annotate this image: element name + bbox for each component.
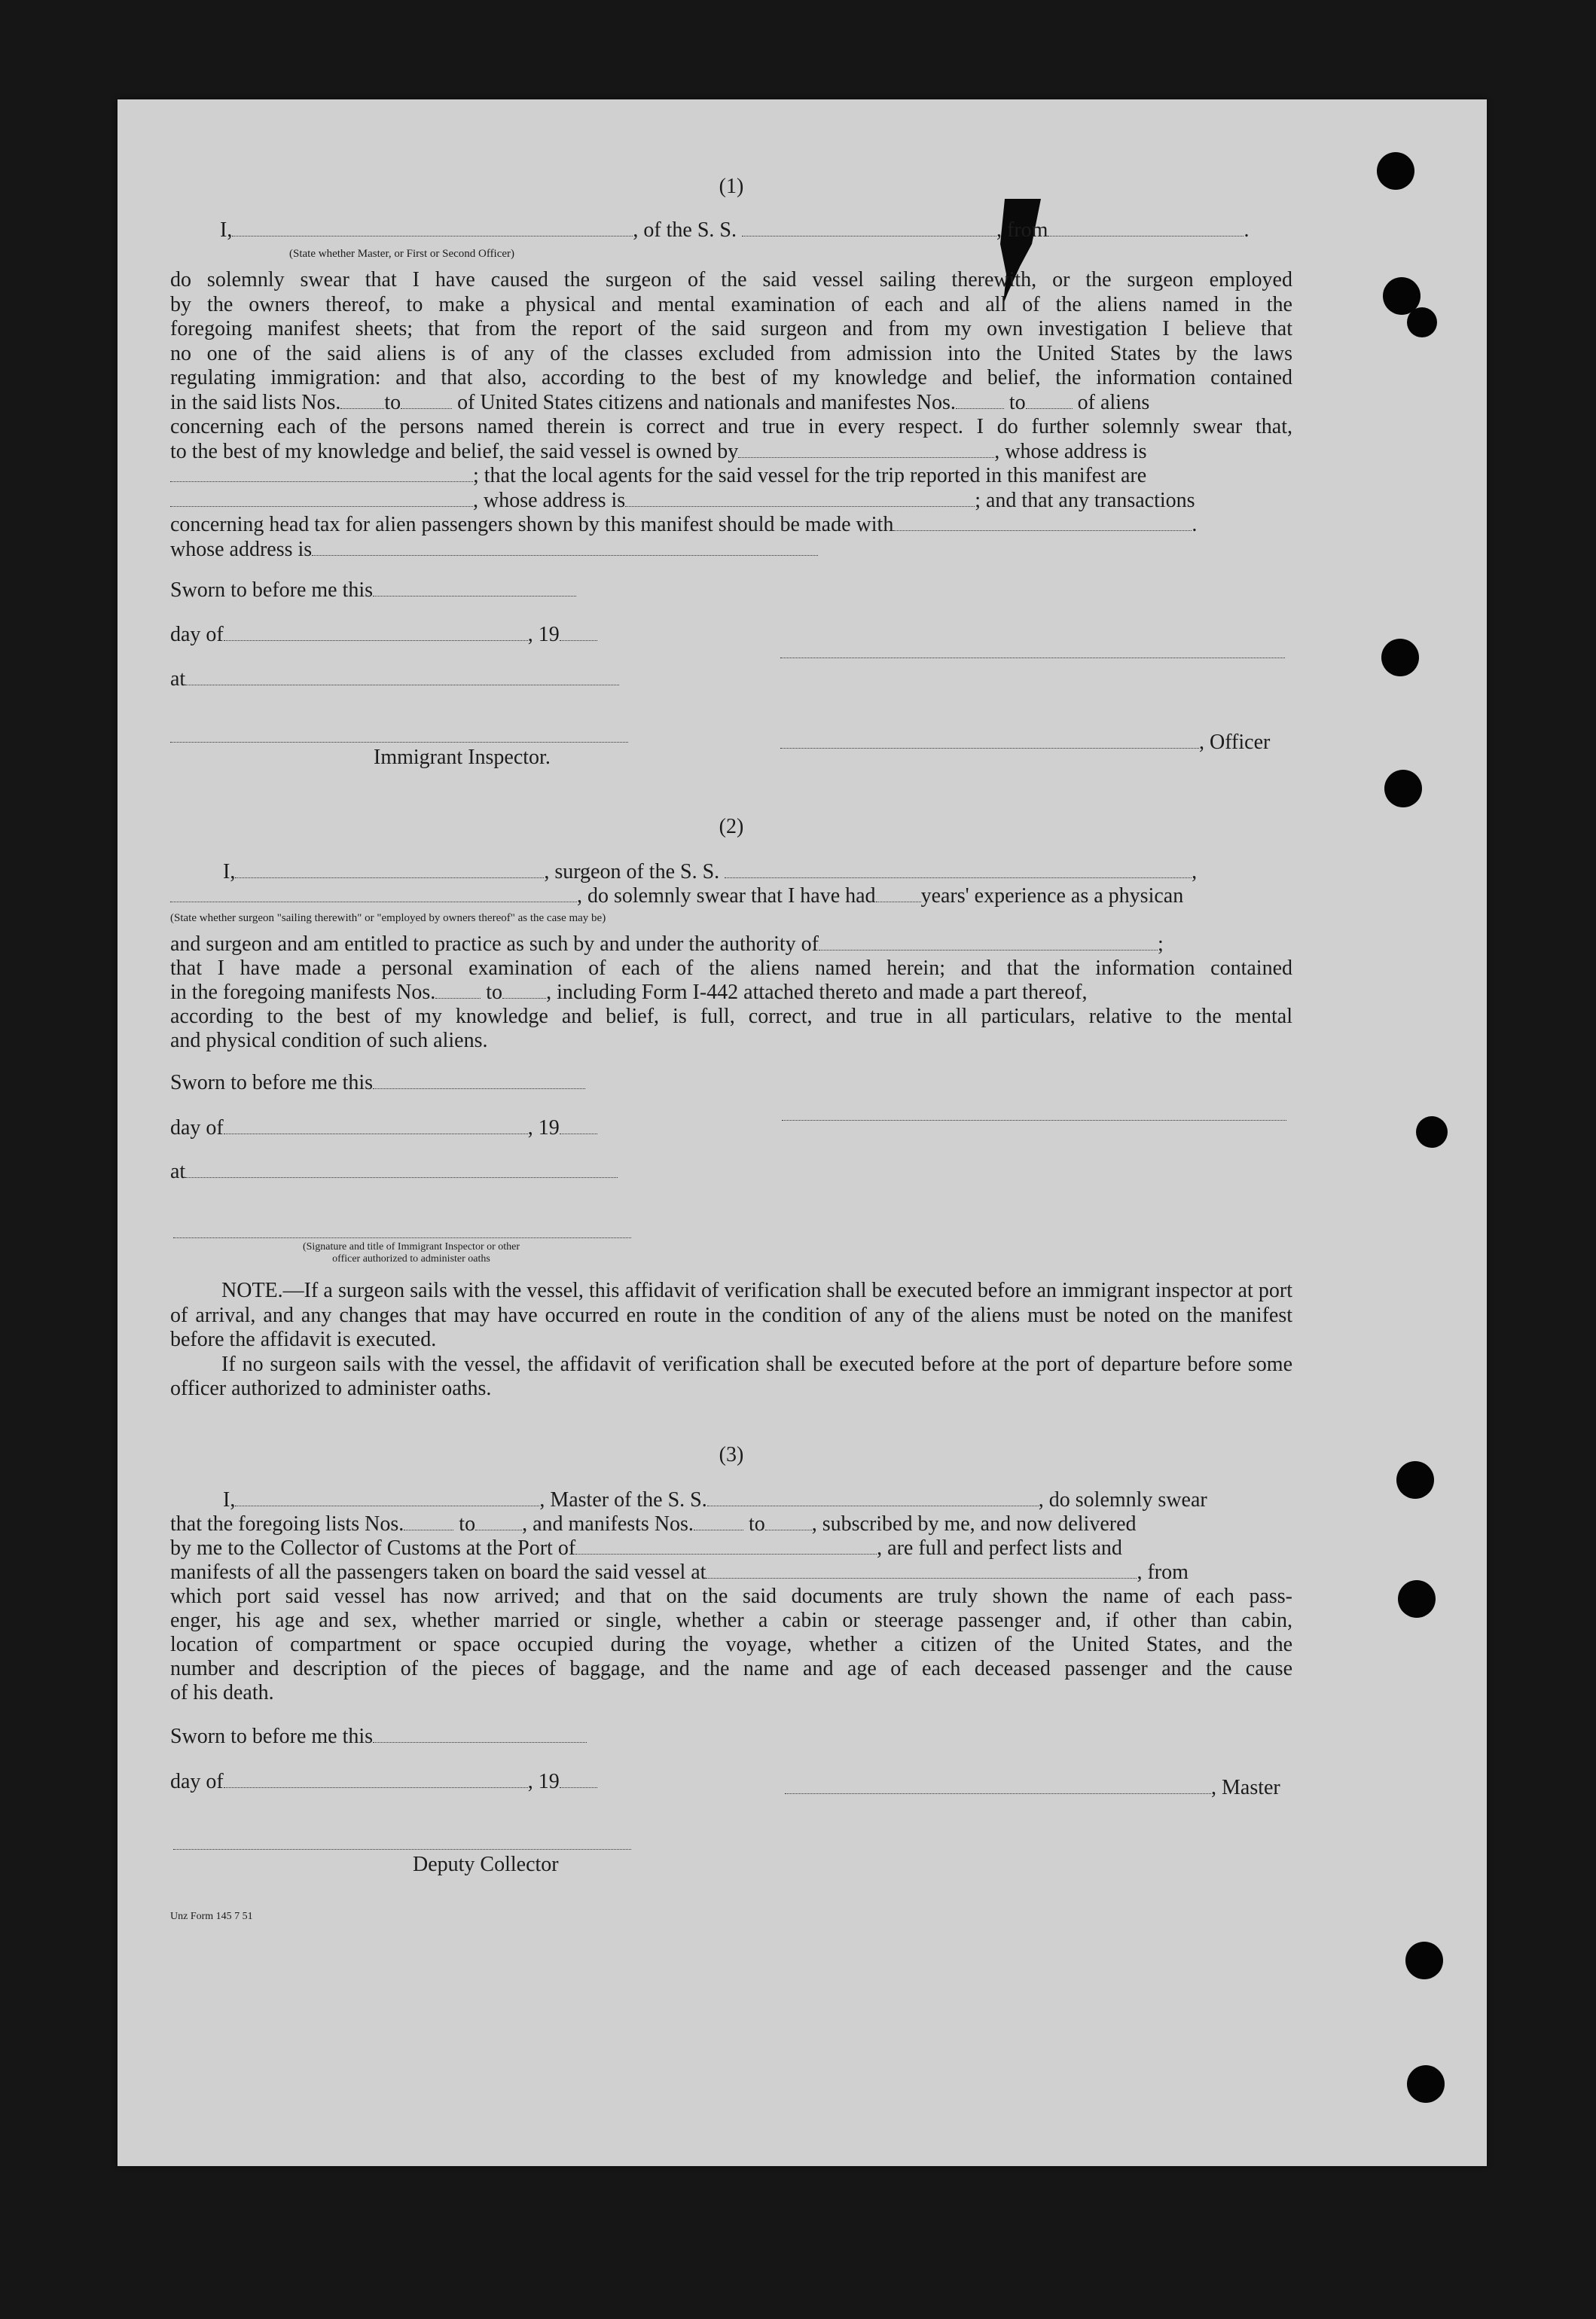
text-fragment: manifests of all the passengers taken on board the said vessel at xyxy=(170,1561,706,1584)
text-fragment: . xyxy=(1244,218,1250,242)
sworn-label: Sworn to before me this xyxy=(170,1725,587,1749)
sworn-label: Sworn to before me this xyxy=(170,1071,585,1095)
manifest-to-field[interactable] xyxy=(765,1513,812,1530)
body-line: enger, his age and sex, whether married or single, whether a cabin or steerage passenger and, if other than cabin, xyxy=(170,1609,1292,1632)
manifest-from-field[interactable] xyxy=(956,392,1004,409)
signature-instruction: (Signature and title of Immigrant Inspector or other officer authorized to administer oaths xyxy=(302,1241,520,1265)
body-line: according to the best of my knowledge and belief, is full, correct, and true in all particulars, relative to the mental xyxy=(170,1005,1292,1028)
officer-name-field[interactable] xyxy=(232,219,633,236)
officer-signature: , Officer xyxy=(780,731,1270,755)
field-instruction: (State whether surgeon "sailing therewith" or "employed by owners thereof" as the case may be) xyxy=(170,912,606,924)
text-fragment: , Master of the S. S. xyxy=(539,1488,707,1512)
body-line xyxy=(170,1536,1292,1561)
list-from-field[interactable] xyxy=(404,1513,453,1530)
text-fragment: in the said lists Nos. xyxy=(170,391,341,414)
body-line xyxy=(170,440,1292,464)
at-label: at xyxy=(170,667,619,691)
year-field[interactable] xyxy=(560,1117,597,1134)
oath-line xyxy=(220,218,1292,243)
body-line: no one of the said aliens is of any of the classes excluded from admission into the United States by the laws xyxy=(170,342,1292,365)
day-field[interactable] xyxy=(224,1117,528,1134)
body-line: do solemnly swear that I have caused the surgeon of the said vessel sailing therewith, or the surgeon employed xyxy=(170,268,1292,291)
text-fragment: to the best of my knowledge and belief, the said vessel is owned by xyxy=(170,440,739,463)
master-name-field[interactable] xyxy=(235,1489,539,1506)
vessel-name-field[interactable] xyxy=(707,1489,1039,1506)
owner-address-field[interactable] xyxy=(170,465,473,482)
list-from-field[interactable] xyxy=(340,392,384,409)
text-fragment: in the foregoing manifests Nos. xyxy=(170,981,436,1004)
section-number: (1) xyxy=(719,175,744,198)
body-line xyxy=(170,391,1292,415)
text-fragment: ; xyxy=(1158,932,1164,956)
binder-hole xyxy=(1396,1461,1434,1499)
sworn-date-field[interactable] xyxy=(373,579,576,597)
day-field[interactable] xyxy=(224,1771,528,1788)
text-fragment: , from xyxy=(996,218,1048,242)
text-fragment: , including Form I-442 attached thereto and made a part thereof, xyxy=(546,981,1088,1004)
text-fragment: to xyxy=(459,1512,476,1536)
binder-hole xyxy=(1416,1116,1448,1148)
binder-hole xyxy=(1407,2065,1445,2103)
section-number: (2) xyxy=(719,815,744,838)
text-fragment: of aliens xyxy=(1077,391,1150,414)
body-line xyxy=(170,489,1292,513)
body-line: number and description of the pieces of baggage, and the name and age of each deceased passenger and the cause xyxy=(170,1657,1292,1680)
head-tax-address-field[interactable] xyxy=(312,539,818,556)
text-fragment: , of the S. S. xyxy=(633,218,737,242)
years-experience-field[interactable] xyxy=(876,885,921,902)
text-fragment: , xyxy=(1192,860,1198,883)
body-line: and physical condition of such aliens. xyxy=(170,1029,488,1052)
note-text: NOTE.—If a surgeon sails with the vessel, this affidavit of verification shall be executed before an immigrant inspector at port of arrival, and any changes that may have occurred en route in the condition of any of the aliens must be noted on the manifest before the affidavit is executed. xyxy=(170,1279,1292,1351)
master-signature: , Master xyxy=(785,1776,1280,1800)
binder-hole xyxy=(1405,1942,1443,1979)
body-line: of his death. xyxy=(170,1681,274,1704)
vessel-name-field[interactable] xyxy=(725,861,1192,878)
signature-line[interactable] xyxy=(782,1119,1286,1121)
body-line xyxy=(170,884,1292,908)
body-line: foregoing manifest sheets; that from the report of the said surgeon and from my own investigation I believe that xyxy=(170,317,1292,340)
text-fragment: , surgeon of the S. S. xyxy=(544,860,720,883)
agent-address-field[interactable] xyxy=(625,490,975,507)
year-field[interactable] xyxy=(560,1771,597,1788)
body-line: regulating immigration: and that also, according to the best of my knowledge and belief, the information contained xyxy=(170,366,1292,389)
text-fragment: years' experience as a physican xyxy=(920,884,1184,908)
manifest-from-field[interactable] xyxy=(694,1513,743,1530)
body-line xyxy=(170,464,1292,488)
manifest-to-field[interactable] xyxy=(1026,392,1073,409)
text-fragment: by me to the Collector of Customs at the Port of xyxy=(170,1536,576,1560)
text-fragment: I, xyxy=(223,1488,236,1512)
surgeon-name-field[interactable] xyxy=(235,861,544,878)
manifest-from-field[interactable] xyxy=(435,981,481,999)
list-to-field[interactable] xyxy=(475,1513,522,1530)
body-line xyxy=(170,1561,1292,1585)
text-fragment: , whose address is xyxy=(473,489,626,512)
body-line: by the owners thereof, to make a physical and mental examination of each and all of the aliens named in the xyxy=(170,293,1292,316)
binder-hole xyxy=(1377,152,1414,190)
text-fragment: , are full and perfect lists and xyxy=(877,1536,1122,1560)
text-fragment: I, xyxy=(223,860,236,883)
body-line xyxy=(170,932,1292,957)
binder-hole xyxy=(1407,307,1437,337)
body-line xyxy=(170,1512,1292,1536)
list-to-field[interactable] xyxy=(401,392,452,409)
at-label: at xyxy=(170,1160,618,1184)
day-label: day of , 19 xyxy=(170,1770,597,1794)
day-label: day of , 19 xyxy=(170,1116,597,1140)
oath-line xyxy=(223,1488,1292,1512)
section-number: (3) xyxy=(719,1443,744,1466)
embark-port-field[interactable] xyxy=(706,1561,1137,1579)
text-fragment: , subscribed by me, and now delivered xyxy=(811,1512,1137,1536)
oath-line xyxy=(223,860,1292,884)
field-instruction: (State whether Master, or First or Second Officer) xyxy=(289,248,515,260)
text-fragment: , do solemnly swear xyxy=(1038,1488,1207,1512)
text-fragment: I, xyxy=(220,218,233,242)
surgeon-status-field[interactable] xyxy=(170,885,577,902)
text-fragment: concerning head tax for alien passengers shown by this manifest should be made with xyxy=(170,513,894,536)
binder-hole xyxy=(1381,639,1419,676)
binder-hole xyxy=(1384,770,1422,807)
at-place-field[interactable] xyxy=(185,668,619,685)
text-fragment: to xyxy=(1009,391,1026,414)
head-tax-contact-field[interactable] xyxy=(893,514,1192,531)
vessel-name-field[interactable] xyxy=(742,219,996,236)
year-field[interactable] xyxy=(560,624,597,641)
binder-hole xyxy=(1398,1580,1436,1618)
at-place-field[interactable] xyxy=(185,1161,618,1178)
sworn-date-field[interactable] xyxy=(373,1072,585,1089)
note-text: If no surgeon sails with the vessel, the affidavit of verification shall be executed before at the port of departure before some officer authorized to administer oaths. xyxy=(170,1352,1292,1400)
form-identifier: Unz Form 145 7 51 xyxy=(170,1911,253,1922)
text-fragment: to xyxy=(384,391,401,414)
origin-port-field[interactable] xyxy=(1048,219,1244,236)
inspector-signature-line[interactable] xyxy=(170,741,628,743)
manifest-to-field[interactable] xyxy=(502,981,546,999)
form-page xyxy=(117,99,1487,2166)
authority-field[interactable] xyxy=(819,933,1158,950)
body-line: which port said vessel has now arrived; and that on the said documents are truly shown the name of each pass- xyxy=(170,1585,1292,1608)
text-fragment: that the foregoing lists Nos. xyxy=(170,1512,404,1536)
text-fragment: , do solemnly swear that I have had xyxy=(577,884,876,908)
day-field[interactable] xyxy=(224,624,528,641)
text-fragment: whose address is xyxy=(170,538,313,561)
text-fragment: ; that the local agents for the said vessel for the trip reported in this manifest are xyxy=(473,464,1147,487)
owner-field[interactable] xyxy=(738,441,994,458)
body-line: location of compartment or space occupied during the voyage, whether a citizen of the United States, and the xyxy=(170,1633,1292,1656)
signature-line[interactable] xyxy=(780,657,1285,658)
text-fragment: to xyxy=(748,1512,765,1536)
text-fragment: to xyxy=(486,981,503,1004)
text-fragment: . xyxy=(1192,513,1198,536)
inspector-label: Immigrant Inspector. xyxy=(374,746,551,769)
text-fragment: and surgeon and am entitled to practice as such by and under the authority of xyxy=(170,932,819,956)
body-line: that I have made a personal examination of each of the aliens named herein; and that the information contained xyxy=(170,957,1292,980)
deputy-label: Deputy Collector xyxy=(413,1853,559,1876)
text-fragment: of United States citizens and nationals and manifestes Nos. xyxy=(457,391,956,414)
port-field[interactable] xyxy=(575,1537,877,1555)
body-line xyxy=(170,538,1292,562)
inspector-signature-line[interactable] xyxy=(173,1237,631,1238)
text-fragment: ; and that any transactions xyxy=(975,489,1195,512)
sworn-label: Sworn to before me this xyxy=(170,578,576,603)
local-agents-field[interactable] xyxy=(170,490,473,507)
body-line: concerning each of the persons named therein is correct and true in every respect. I do further solemnly swear that, xyxy=(170,415,1292,438)
body-line xyxy=(170,513,1292,537)
officer-signature-field[interactable] xyxy=(780,731,1199,749)
text-fragment: , from xyxy=(1137,1561,1189,1584)
master-signature-field[interactable] xyxy=(785,1777,1211,1794)
note-paragraph xyxy=(170,1279,1292,1402)
sworn-date-field[interactable] xyxy=(373,1726,587,1743)
text-fragment: , and manifests Nos. xyxy=(522,1512,694,1536)
deputy-signature-line[interactable] xyxy=(173,1848,631,1850)
day-label: day of , 19 xyxy=(170,623,597,647)
text-fragment: , whose address is xyxy=(994,440,1147,463)
body-line xyxy=(170,981,1292,1005)
